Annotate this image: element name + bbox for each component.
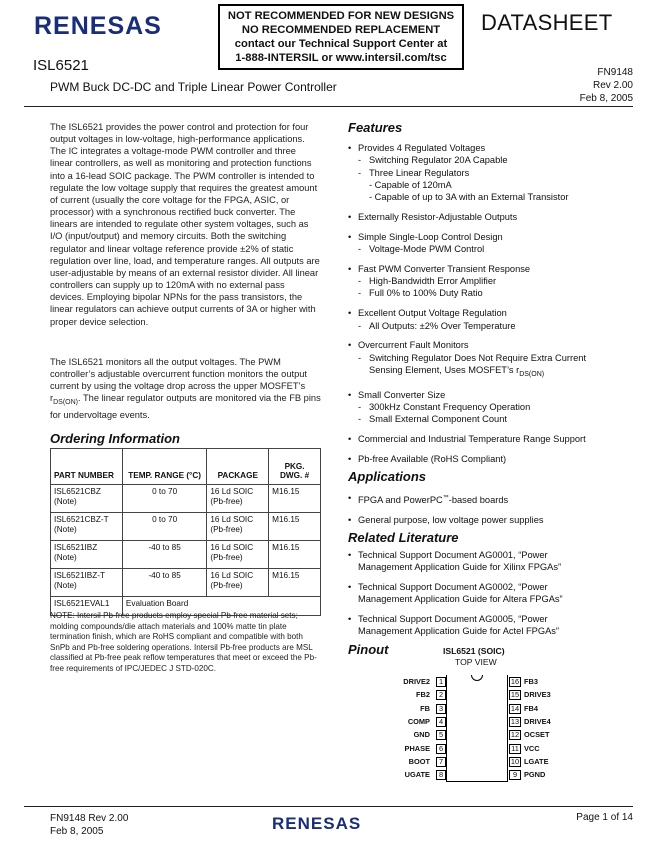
- cell-pkg: 16 Ld SOIC: [210, 543, 254, 552]
- list-item: • Excellent Output Voltage Regulation: [348, 307, 630, 319]
- list-subitem: - High-Bandwidth Error Amplifier: [348, 275, 630, 287]
- col-temp: TEMP. RANGE (°C): [122, 449, 206, 485]
- col-package: PACKAGE: [207, 449, 269, 485]
- list-item: • Technical Support Document AG0001, “Power: [348, 549, 630, 561]
- pin-right-14: [509, 704, 569, 714]
- cell-note: (Note): [54, 581, 77, 590]
- list-subitem: - Voltage-Mode PWM Control: [348, 243, 630, 255]
- rdson-text: Sensing Element, Uses MOSFET’s r: [369, 364, 520, 375]
- list-item: • Simple Single-Loop Control Design: [348, 231, 630, 243]
- pin-number: 9: [509, 770, 521, 780]
- pin-number: 5: [436, 730, 446, 740]
- footer-date: Feb 8, 2005: [50, 826, 104, 837]
- intro-paragraph-2: [50, 356, 321, 422]
- list-item: [348, 492, 630, 506]
- pin-left-2: [380, 690, 444, 700]
- list-subitem: - Switching Regulator 20A Capable: [348, 154, 630, 166]
- pin-name: PGND: [524, 770, 546, 780]
- literature-list: [348, 549, 630, 638]
- rdson-subscript: DS(ON): [519, 370, 545, 378]
- cell-eval-part: ISL6521EVAL1: [51, 597, 123, 616]
- cell-pkg: 16 Ld SOIC: [210, 487, 254, 496]
- cell-note: (Note): [54, 497, 77, 506]
- pin-number: 16: [510, 677, 520, 686]
- pin-number: 4: [436, 717, 446, 727]
- pin-left-6: [380, 743, 444, 754]
- doc-info: [580, 66, 633, 105]
- cell-pkg2: (Pb-free): [210, 553, 243, 562]
- app-text: FPGA and PowerPC: [358, 495, 443, 506]
- pin-right-12: [509, 730, 569, 740]
- table-row: [51, 485, 321, 513]
- pin-name: COMP: [407, 716, 430, 726]
- applications-list: [348, 492, 630, 526]
- footer-doc: FN9148 Rev 2.00: [50, 813, 129, 824]
- pin-name: BOOT: [408, 756, 430, 766]
- list-item: • Commercial and Industrial Temperature Range Support: [348, 433, 630, 445]
- list-subsubitem: - Capable of up to 3A with an External Transistor: [369, 192, 569, 203]
- pin-name: PHASE: [404, 743, 430, 753]
- table-row: [51, 569, 321, 597]
- pin-right-15: [509, 690, 569, 700]
- pin-number: 6: [436, 744, 446, 754]
- pin-number: 11: [509, 744, 521, 754]
- not-recommended-notice: [218, 4, 464, 70]
- pinout-view: TOP VIEW: [455, 657, 497, 667]
- pin-left-1: [380, 677, 444, 687]
- col-dwg-line2: DWG. #: [280, 471, 310, 480]
- cell-temp: -40 to 85: [122, 569, 206, 597]
- pin-number: 13: [510, 716, 520, 726]
- table-header-row: [51, 449, 321, 485]
- list-item-cont: Management Application Guide for Xilinx FPGAs”: [358, 562, 562, 573]
- pin-right-16: [509, 677, 569, 687]
- pin-name: FB: [420, 703, 430, 713]
- pin-number: 12: [510, 730, 520, 740]
- col-dwg: [269, 449, 321, 485]
- cell-temp: -40 to 85: [122, 541, 206, 569]
- cell-temp: 0 to 70: [122, 513, 206, 541]
- literature-heading: Related Literature: [348, 530, 459, 545]
- list-subitem: - Three Linear Regulators: [348, 167, 630, 179]
- pin-right-10: [509, 757, 569, 767]
- cell-temp: 0 to 70: [122, 485, 206, 513]
- product-subtitle: PWM Buck DC-DC and Triple Linear Power Controller: [50, 80, 337, 94]
- pin-name: DRIVE2: [403, 677, 430, 686]
- pin-name: DRIVE3: [524, 690, 551, 700]
- pin-right-11: [509, 744, 569, 754]
- pin-number: 8: [436, 770, 446, 780]
- pin-name: FB2: [416, 690, 430, 700]
- pin-name: FB3: [524, 677, 538, 686]
- applications-heading: Applications: [348, 469, 427, 484]
- list-item: • Overcurrent Fault Monitors: [348, 339, 630, 351]
- renesas-logo: RENESAS: [34, 12, 162, 40]
- intro-p2-text-end: . The linear regulator outputs are monitored via the FB pins for undervoltage events.: [50, 393, 321, 421]
- cell-note: (Note): [54, 525, 77, 534]
- intro-p2-text: The ISL6521 monitors all the output voltages. The PWM controller’s adjustable overcurrent function monitors the output current by using the voltage drop across the upper MOSFET’s r: [50, 357, 308, 404]
- trademark: ™: [442, 495, 449, 501]
- cell-pkg2: (Pb-free): [210, 525, 243, 534]
- list-item: • Provides 4 Regulated Voltages: [348, 142, 630, 154]
- page-number: Page 1 of 14: [576, 812, 633, 823]
- pin-right-13: [509, 717, 569, 727]
- pin-name: OCSET: [524, 730, 550, 740]
- list-subitem: - 300kHz Constant Frequency Operation: [348, 401, 630, 413]
- notice-line: 1-888-INTERSIL or www.intersil.com/tsc: [235, 52, 447, 64]
- rdson-subscript: DS(ON): [53, 399, 78, 407]
- list-item: • Pb-free Available (RoHS Compliant): [348, 453, 630, 465]
- pin-name: FB4: [524, 703, 538, 713]
- footer-renesas-logo: RENESAS: [272, 814, 362, 833]
- list-subitem: - Full 0% to 100% Duty Ratio: [348, 287, 630, 299]
- pin-name: GND: [413, 730, 430, 740]
- pin-number: 2: [436, 690, 446, 700]
- pin-number: 3: [436, 704, 446, 714]
- pin-left-5: [380, 730, 444, 740]
- list-item: • Small Converter Size: [348, 389, 630, 401]
- list-item-cont: Management Application Guide for Altera FPGAs”: [358, 594, 563, 605]
- pin-number: 10: [510, 756, 520, 766]
- app-text-end: -based boards: [448, 495, 509, 506]
- list-subitem: - All Outputs: ±2% Over Temperature: [348, 320, 630, 332]
- cell-note: (Note): [54, 553, 77, 562]
- features-heading: Features: [348, 120, 403, 135]
- pin-left-3: [380, 703, 444, 714]
- revision: Rev 2.00: [592, 80, 633, 91]
- pin-left-8: [380, 770, 444, 780]
- pin-number: 1: [436, 677, 446, 687]
- cell-dwg: M16.15: [269, 569, 321, 597]
- list-subsubitem: - Capable of 120mA: [369, 179, 452, 190]
- list-item: • Technical Support Document AG0005, “Power: [348, 613, 630, 625]
- cell-eval-desc: Evaluation Board: [122, 597, 320, 616]
- pin-right-9: [509, 770, 569, 780]
- cell-pkg2: (Pb-free): [210, 581, 243, 590]
- doc-date: Feb 8, 2005: [579, 93, 633, 104]
- list-subitem: - Switching Regulator Does Not Require Extra Current: [348, 352, 630, 364]
- table-row: [51, 541, 321, 569]
- header-divider: [24, 106, 633, 107]
- doc-number: FN9148: [597, 67, 633, 78]
- list-subitem-cont: [348, 364, 630, 381]
- cell-part: ISL6521IBZ: [54, 543, 98, 552]
- pinout-title: ISL6521 (SOIC): [443, 646, 505, 656]
- pin-left-7: [380, 756, 444, 767]
- cell-pkg: 16 Ld SOIC: [210, 571, 254, 580]
- cell-part: ISL6521CBZ: [54, 487, 101, 496]
- col-dwg-line1: PKG.: [284, 462, 305, 471]
- list-subitem: - Small External Component Count: [348, 413, 630, 425]
- footer-doc-info: [50, 812, 128, 838]
- list-item-cont: Management Application Guide for Actel FPGAs”: [358, 626, 560, 637]
- datasheet-title: DATASHEET: [481, 10, 613, 35]
- cell-dwg: M16.15: [269, 513, 321, 541]
- pin-name: LGATE: [524, 756, 549, 766]
- list-item: • Externally Resistor-Adjustable Outputs: [348, 211, 630, 223]
- cell-dwg: M16.15: [269, 541, 321, 569]
- pin-number: 7: [436, 757, 446, 767]
- pin-number: 15: [510, 690, 520, 700]
- cell-dwg: M16.15: [269, 485, 321, 513]
- list-item: • Technical Support Document AG0002, “Power: [348, 581, 630, 593]
- pin-number: 14: [510, 703, 520, 713]
- col-part: PART NUMBER: [51, 449, 123, 485]
- ic-package-outline: [446, 675, 508, 782]
- features-list: [348, 142, 630, 465]
- cell-pkg: 16 Ld SOIC: [210, 515, 254, 524]
- cell-part: ISL6521IBZ-T: [54, 571, 105, 580]
- pin-left-4: [380, 716, 444, 727]
- pin-name: UGATE: [404, 770, 430, 780]
- list-item: • General purpose, low voltage power supplies: [348, 514, 630, 526]
- notice-line: NOT RECOMMENDED FOR NEW DESIGNS: [227, 10, 455, 22]
- footer-divider: [24, 806, 633, 807]
- notice-line: contact our Technical Support Center at: [234, 38, 448, 50]
- ordering-table: [50, 448, 321, 616]
- notice-line: NO RECOMMENDED REPLACEMENT: [241, 24, 441, 36]
- cell-pkg2: (Pb-free): [210, 497, 243, 506]
- list-item: • Fast PWM Converter Transient Response: [348, 263, 630, 275]
- intro-paragraph-1: The ISL6521 provides the power control and protection for four output voltages in low-voltage, high-performance applications. The IC integrates a voltage-mode PWM controller and three linear controllers, as well as monitoring and protection functions into a 16-lead SOIC package. The PWM controller is intended to regulate the low voltage supply that requires the greatest amount of current (usually the core voltage for the FPGA, ASIC, or processor) with a synchronous rectified buck converter. The linears are intended to regulate other system voltages, such as I/O (input/output) and memory circuits. Both the switching regulator and linear voltage reference provide ±2% of static regulation over line, load, and temperature ranges. All outputs are user-adjustable by means of an external resistor divider. All linear controllers can supply up to 120mA with no external pass devices. Employing bipolar NPNs for the pass transistors, the linear regulators can achieve output currents of 3A or higher with proper device selection.: [50, 122, 320, 327]
- pin-name: VCC: [524, 743, 540, 753]
- cell-part: ISL6521CBZ-T: [54, 515, 109, 524]
- part-number: ISL6521: [33, 57, 89, 74]
- pinout-heading: Pinout: [348, 642, 389, 657]
- ordering-note: NOTE: Intersil Pb-free products employ special Pb-free material sets; molding compounds/die attach materials and 100% matte tin plate termination finish, which are RoHS compliant and compatible with both SnPb and Pb-free soldering operations. Intersil Pb-free products are MSL classified at Pb-free peak reflow temperatures that meet or exceed the Pb-free requirements of IPC/JEDEC J STD-020C.: [50, 611, 317, 673]
- ordering-heading: Ordering Information: [50, 431, 180, 446]
- pin-name: DRIVE4: [524, 716, 551, 726]
- table-row: [51, 513, 321, 541]
